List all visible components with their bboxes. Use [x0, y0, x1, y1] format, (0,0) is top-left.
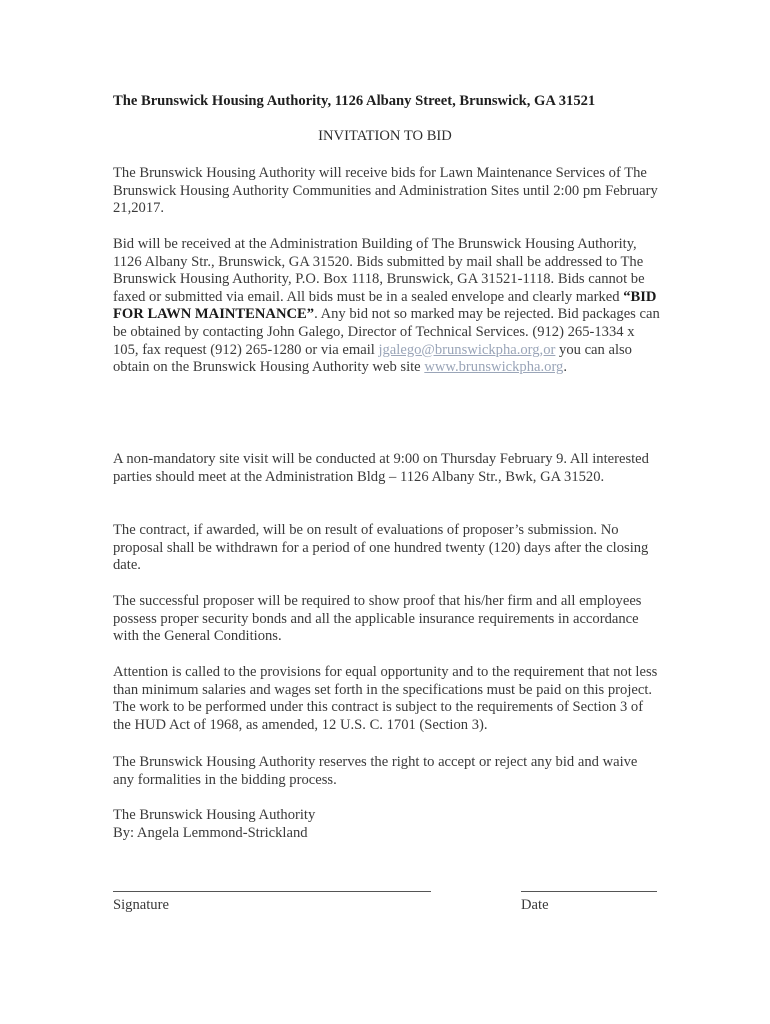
- paragraph-contract-award: The contract, if awarded, will be on result of evaluations of proposer’s submission. No proposal shall be withdrawn for a period of one hundred twenty (120) days after the closing date.: [113, 522, 649, 574]
- paragraph-proof-requirements: The successful proposer will be required to show proof that his/her firm and all employees possess proper security bonds and all the applicable insurance requirements in accordance with the General Conditions.: [113, 593, 642, 645]
- paragraph-text: .: [563, 359, 567, 376]
- paragraph-bid-submission: [113, 236, 661, 377]
- paragraph-site-visit: A non-mandatory site visit will be conducted at 9:00 on Thursday February 9. All interested parties should meet at the Administration Bldg – 1126 Albany Str., Bwk, GA 31520.: [113, 451, 649, 485]
- document-title: INVITATION TO BID: [318, 128, 452, 144]
- closing-organization: The Brunswick Housing Authority: [113, 807, 316, 823]
- signature-line: [113, 891, 431, 892]
- paragraph-text: Bid will be received at the Administration Building of The Brunswick Housing Authority, 1126 Albany Str., Brunswick, GA 31520. Bids submitted by mail shall be addressed to The Brunswick Housing Authority, P.O. Box 1118, Brunswick, GA 31521-1118. Bids cannot be faxed or submitted via email. All bids must be in a sealed envelope and clearly marked: [113, 236, 645, 305]
- paragraph-equal-opportunity: Attention is called to the provisions for equal opportunity and to the requirement that not less than minimum salaries and wages set forth in the specifications must be paid on this project. The work to be performed under this contract is subject to the requirements of Section 3 of the HUD Act of 1968, as amended, 12 U.S. C. 1701 (Section 3).: [113, 664, 658, 733]
- paragraph-text: . Any bid not so marked may be rejected. Bid packages can be obtained by contacting John Galego, Director of Technical Services. (912) 265-1334 x 105, fax request (912) 265-1280 or via email: [113, 306, 660, 358]
- closing-block: [113, 807, 661, 842]
- document-header: The Brunswick Housing Authority, 1126 Albany Street, Brunswick, GA 31521: [113, 93, 596, 109]
- signature-label: Signature: [113, 897, 169, 913]
- website-link[interactable]: www.brunswickpha.org: [424, 359, 564, 376]
- date-label: Date: [521, 897, 549, 913]
- bid-marking-label: “BID FOR LAWN MAINTENANCE”: [113, 288, 657, 323]
- paragraph-reservation-of-rights: The Brunswick Housing Authority reserves the right to accept or reject any bid and waive any formalities in the bidding process.: [113, 754, 638, 788]
- closing-signatory: By: Angela Lemmond-Strickland: [113, 824, 308, 841]
- paragraph-bid-deadline: The Brunswick Housing Authority will receive bids for Lawn Maintenance Services of The Brunswick Housing Authority Communities and Administration Sites until 2:00 pm February 21,2017.: [113, 165, 658, 217]
- email-link[interactable]: jgalego@brunswickpha.org,or: [378, 341, 556, 358]
- date-line: [521, 891, 657, 892]
- paragraph-text: you can also obtain on the Brunswick Housing Authority web site: [113, 341, 632, 376]
